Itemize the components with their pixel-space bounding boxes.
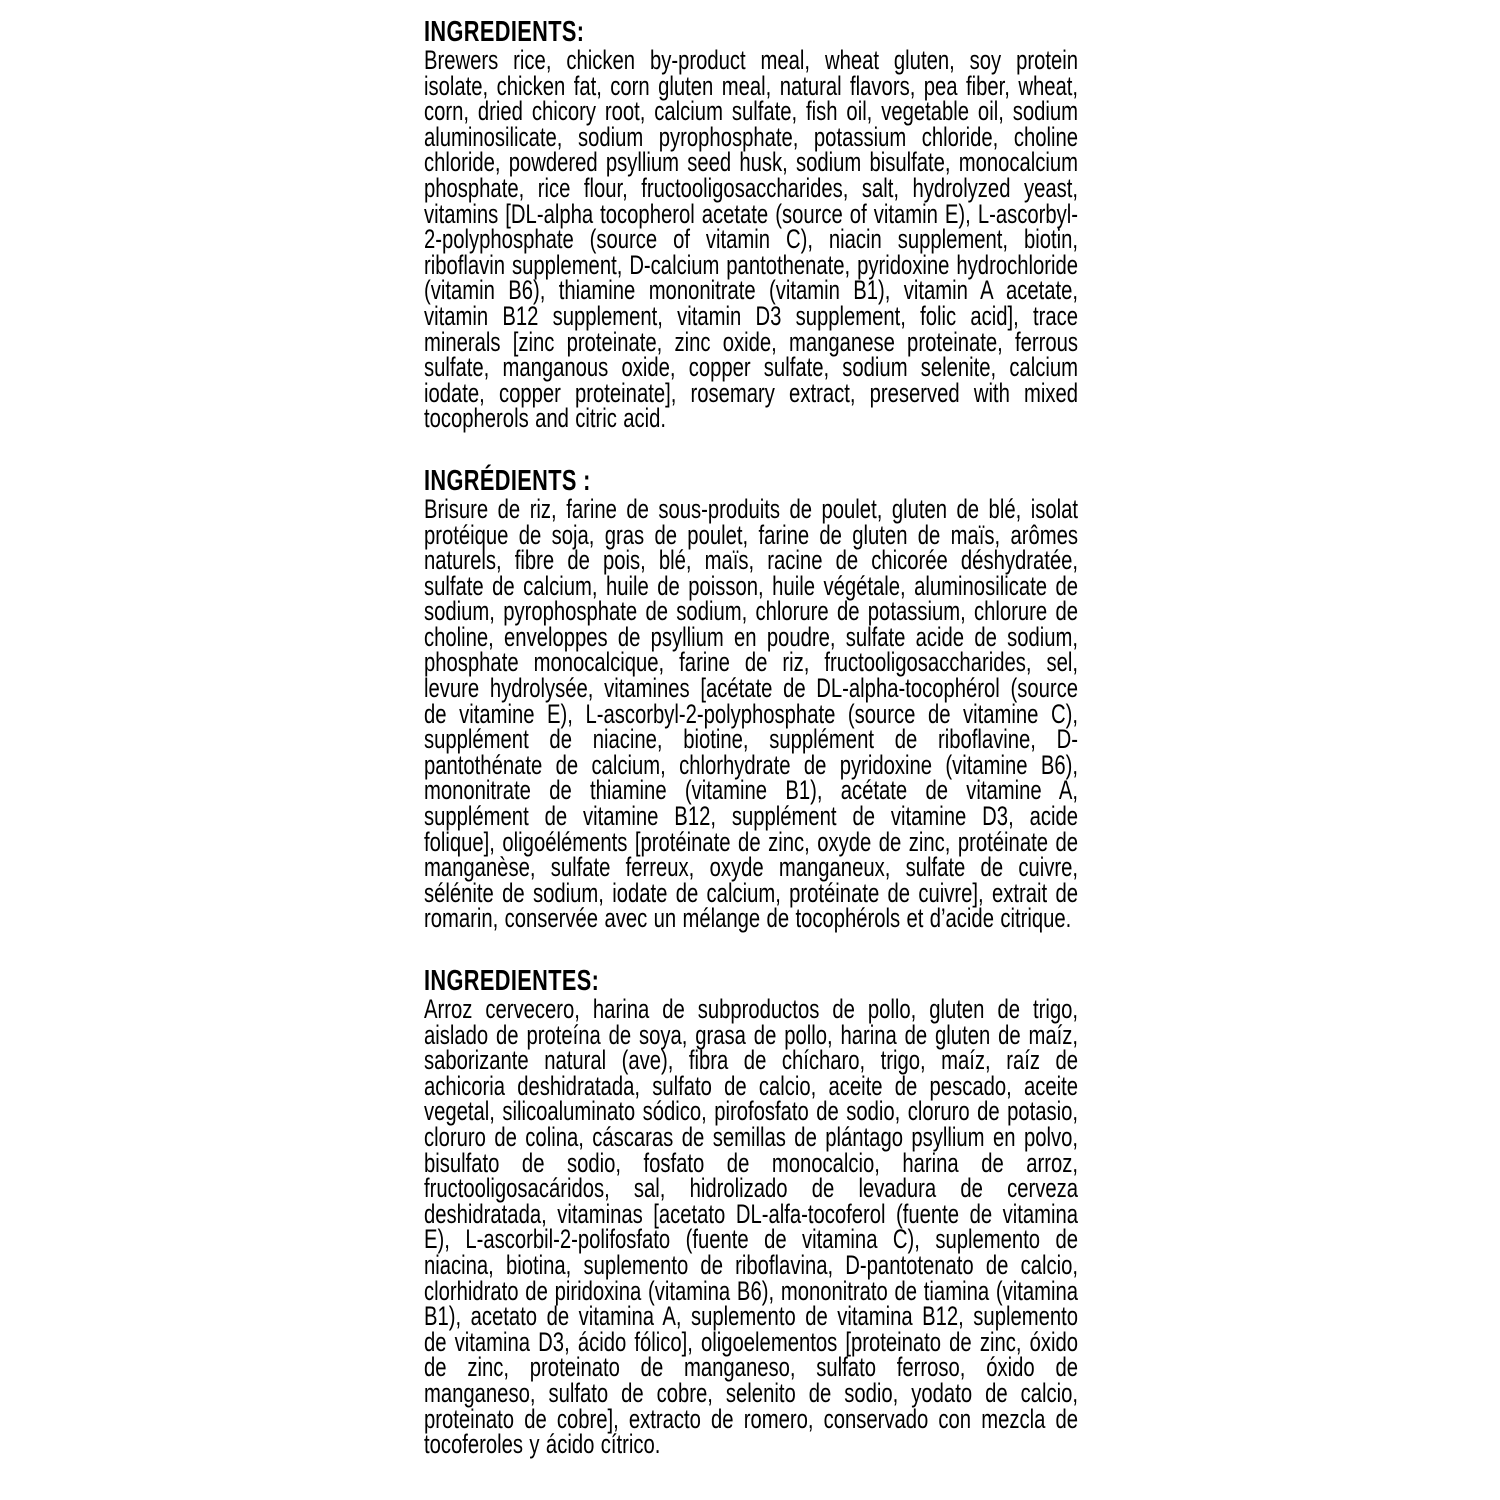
- section-body-english: Brewers rice, chicken by-product meal, wheat gluten, soy protein isolate, chicken fat, corn gluten meal, natural flavors, pea fiber, wheat, corn, dried chicory root, calcium sulfate, fish oil, vegetable oil, sodium aluminosilicate, sodium pyrophosphate, potassium chloride, choline chloride, powdered psyllium seed husk, sodium bisulfate, monocalcium phosphate, rice flour, fructooligosaccharides, salt, hydrolyzed yeast, vitamins [DL-alpha tocopherol acetate (source of vitamin E), L-ascorbyl-2-polyphosphate (source of vitamin C), niacin supplement, biotin, riboflavin supplement, D-calcium pantothenate, pyridoxine hydrochloride (vitamin B6), thiamine mononitrate (vitamin B1), vitamin A acetate, vitamin B12 supplement, vitamin D3 supplement, folic acid], trace minerals [zinc proteinate, zinc oxide, manganese proteinate, ferrous sulfate, manganous oxide, copper sulfate, sodium selenite, calcium iodate, copper proteinate], rosemary extract, preserved with mixed tocopherols and citric acid.: [424, 45, 1078, 434]
- label-text-column: [424, 16, 1078, 1458]
- ingredients-section-spanish: [424, 965, 1078, 1458]
- ingredients-section-french: [424, 465, 1078, 932]
- section-body-spanish: Arroz cervecero, harina de subproductos de pollo, gluten de trigo, aislado de proteína de soya, grasa de pollo, harina de gluten de maíz, saborizante natural (ave), fibra de chícharo, trigo, maíz, raíz de achicoria deshidratada, sulfato de calcio, aceite de pescado, aceite vegetal, silicoaluminato sódico, pirofosfato de sodio, cloruro de potasio, cloruro de colina, cáscaras de semillas de plántago psyllium en polvo, bisulfato de sodio, fosfato de monocalcio, harina de arroz, fructooligosacáridos, sal, hidrolizado de levadura de cerveza deshidratada, vitaminas [acetato DL-alfa-tocoferol (fuente de vitamina E), L-ascorbil-2-polifosfato (fuente de vitamina C), suplemento de niacina, biotina, suplemento de riboflavina, D-pantotenato de calcio, clorhidrato de piridoxina (vitamina B6), mononitrato de tiamina (vitamina B1), acetato de vitamina A, suplemento de vitamina B12, suplemento de vitamina D3, ácido fólico], oligoelementos [proteinato de zinc, óxido de zinc, proteinato de manganeso, sulfato ferroso, óxido de manganeso, sulfato de cobre, selenito de sodio, yodato de calcio, proteinato de cobre], extracto de romero, conservado con mezcla de tocoferoles y ácido cítrico.: [424, 994, 1078, 1460]
- ingredients-section-english: [424, 16, 1078, 432]
- section-heading-french: INGRÉDIENTS :: [424, 464, 591, 497]
- section-body-french: Brisure de riz, farine de sous-produits de poulet, gluten de blé, isolat protéique de soja, gras de poulet, farine de gluten de maïs, arômes naturels, fibre de pois, blé, maïs, racine de chicorée déshydratée, sulfate de calcium, huile de poisson, huile végétale, aluminosilicate de sodium, pyrophosphate de sodium, chlorure de potassium, chlorure de choline, enveloppes de psyllium en poudre, sulfate acide de sodium, phosphate monocalcique, farine de riz, fructooligosaccharides, sel, levure hydrolysée, vitamines [acétate de DL-alpha-tocophérol (source de vitamine E), L-ascorbyl-2-polyphosphate (source de vitamine C), supplément de niacine, biotine, supplément de riboflavine, D-pantothénate de calcium, chlorhydrate de pyridoxine (vitamine B6), mononitrate de thiamine (vitamine B1), acétate de vitamine A, supplément de vitamine B12, supplément de vitamine D3, acide folique], oligoéléments [protéinate de zinc, oxyde de zinc, protéinate de manganèse, sulfate ferreux, oxyde manganeux, sulfate de cuivre, sélénite de sodium, iodate de calcium, protéinate de cuivre], extrait de romarin, conservée avec un mélange de tocophérols et d’acide citrique.: [424, 493, 1078, 934]
- section-heading-english: INGREDIENTS:: [424, 16, 585, 48]
- section-heading-spanish: INGREDIENTES:: [424, 965, 600, 997]
